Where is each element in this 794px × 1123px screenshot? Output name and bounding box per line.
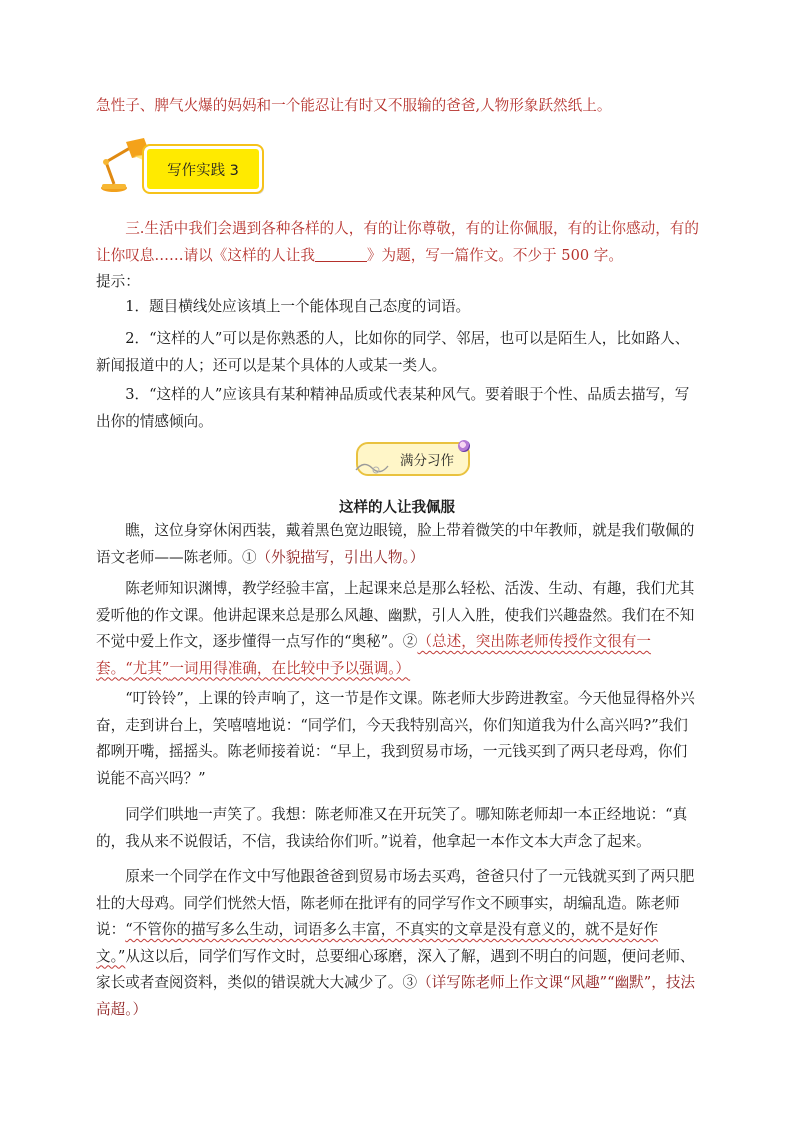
annotation-note: （外貌描写，引出人物。） (256, 548, 425, 566)
teacher-quote: “不管你的描写多么生动，词语多么丰富，不真实的文章是没有意义的，就不是好作文。” (96, 921, 659, 965)
full-score-essay-badge (356, 442, 470, 476)
paragraph-text: 陈老师知识渊博，教学经验丰富，上起课来总是那么轻松、活泼、生动、有趣，我们尤其爱听他的作文课。他讲起课来总是那么风趣、幽默，引人入胜，使我们兴趣盎然。我们在不知不觉中爱上作文，逐步懂得一点写作的“奥秘”。② (96, 580, 695, 650)
tip-item: 1．题目横线处应该填上一个能体现自己态度的词语。 (125, 298, 471, 315)
annotation-note: （详写陈老师上作文课“风趣”“幽默”，技法高超。） (96, 974, 696, 1018)
essay-paragraph-4: 同学们哄地一声笑了。我想：陈老师准又在开玩笑了。哪知陈老师却一本正经地说：“真的，我从来不说假话，不信，我读给你们听。”说着，他拿起一本作文本大声念了起来。 (96, 806, 688, 850)
orb-decoration-icon (458, 440, 470, 452)
writing-prompt (96, 216, 700, 269)
essay-paragraph-5 (96, 864, 700, 1023)
paragraph-text: 从这以后，同学们写作文时，总要细心琢磨，深入了解，遇到不明白的问题，便问老师、家长或者查阅资料，类似的错误就大大减少了。③ (96, 947, 695, 991)
essay-paragraph-3: “叮铃铃”，上课的铃声响了，这一节是作文课。陈老师大步跨进教室。今天他显得格外兴奋，走到讲台上，笑嘻嘻地说：“同学们，今天我特别高兴，你们知道我为什么高兴吗?”我们都咧开嘴，摇摇头。陈老师接着说：“早上，我到贸易市场，一元钱买到了两只老母鸡，你们说能不高兴吗？” (96, 690, 695, 787)
prompt-text-a: 三.生活中我们会遇到各种各样的人，有的让你尊敬，有的让你佩服，有的让你感动，有的让你叹息……请以《这样的人让我 (96, 220, 699, 264)
tips-label: 提示： (96, 273, 140, 290)
prompt-text-b: 》为题，写一篇作文。不少于 500 字。 (366, 246, 623, 264)
prompt-blank (315, 247, 367, 262)
writing-practice-label: 写作实践 3 (144, 146, 262, 192)
full-score-essay-label: 满分习作 (400, 453, 454, 469)
essay-title: 这样的人让我佩服 (339, 500, 455, 516)
essay-paragraph-2 (96, 576, 700, 682)
annotation-note: 一词用得准确，在比较中予以强调。） (169, 659, 411, 677)
tip-item: 3．“这样的人”应该具有某种精神品质或代表某种风气。要着眼于个性、品质去描写，写出你的情感倾向。 (96, 386, 690, 430)
top-summary-line: 急性子、脾气火爆的妈妈和一个能忍让有时又不服输的爸爸,人物形象跃然纸上。 (96, 97, 612, 114)
swirl-decoration-icon (354, 458, 394, 476)
paragraph-text: 瞧，这位身穿休闲西装，戴着黑色宽边眼镜，脸上带着微笑的中年教师，就是我们敬佩的语文老师——陈老师。① (96, 522, 695, 566)
paragraph-text: 原来一个同学在作文中写他跟爸爸到贸易市场去买鸡，爸爸只付了一元钱就买到了两只肥壮的大母鸡。同学们恍然大悟，陈老师在批评有的同学写作文不顾事实，胡编乱造。陈老师说： (96, 868, 695, 938)
annotation-note: （总述，突出陈老师传授作文很有一套。 (96, 633, 651, 677)
writing-practice-badge (96, 136, 266, 200)
annotation-highlight: “尤其” (125, 659, 170, 677)
tip-item: 2．“这样的人”可以是你熟悉的人，比如你的同学、邻居，也可以是陌生人，比如路人、新闻报道中的人；还可以是某个具体的人或某一类人。 (96, 330, 690, 374)
essay-paragraph-1 (96, 518, 700, 571)
